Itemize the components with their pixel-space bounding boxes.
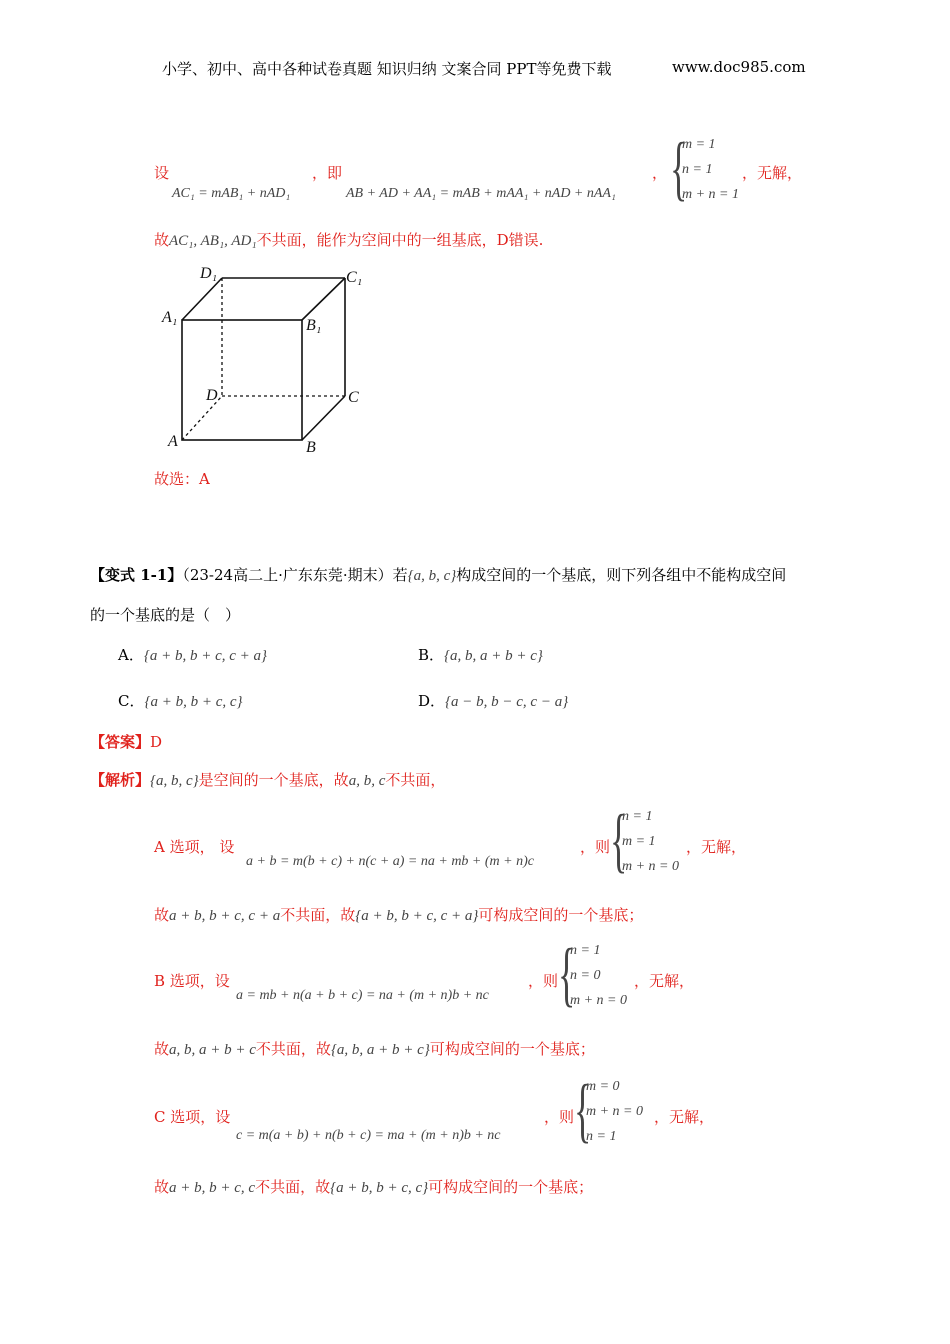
system-brace: { <box>670 128 688 208</box>
item-c-pre: 故 <box>154 1178 170 1196</box>
option-text: {a, b, a + b + c} <box>444 648 543 664</box>
conclusion-line <box>154 229 543 250</box>
header-title: 小学、初中、高中各种试卷真题 知识归纳 文案合同 PPT等免费下载 <box>162 60 612 78</box>
analysis-line <box>90 769 445 790</box>
item-c-lead: C 选项，设 <box>154 1108 231 1126</box>
item-b-set: {a, b, a + b + c} <box>330 1042 430 1058</box>
option-label: C． <box>118 692 145 710</box>
item-c-conclusion <box>154 1176 593 1197</box>
system-line: n = 1 <box>586 1129 617 1144</box>
analysis-set: {a, b, c} <box>150 773 199 789</box>
system-line: m = 1 <box>682 137 716 152</box>
item-b-vecs: a, b, a + b + c <box>169 1042 256 1058</box>
item-a-wujie: ，无解， <box>686 838 747 856</box>
equation-system <box>682 132 739 207</box>
analysis-text2: 不共面， <box>385 771 446 789</box>
no-solution: ，无解， <box>742 164 803 182</box>
answer-line <box>90 731 162 752</box>
item-c-mid: 不共面，故 <box>255 1178 331 1196</box>
option-c[interactable] <box>118 690 243 711</box>
system-line: m + n = 0 <box>622 859 680 874</box>
analysis-text1: 是空间的一个基底，故 <box>198 771 349 789</box>
item-a-post: 可构成空间的一个基底； <box>478 906 644 924</box>
option-text: {a + b, b + c, c + a} <box>143 648 268 664</box>
option-text: {a − b, b − c, c − a} <box>445 694 569 710</box>
option-text: {a + b, b + c, c} <box>144 694 243 710</box>
label-b: B <box>306 439 316 456</box>
option-a[interactable] <box>118 644 267 665</box>
question-stem-line2: 的一个基底的是（ ） <box>90 606 241 624</box>
item-c-ze: ，则 <box>544 1108 575 1126</box>
item-c-equation: c = m(a + b) + n(b + c) = ma + (m + n)b + nc <box>236 1128 501 1143</box>
system-line: n = 1 <box>622 809 653 824</box>
question-source: （23-24高二上·广东东莞·期末）若 <box>182 566 408 584</box>
option-label: B． <box>418 646 445 664</box>
item-b-post: 可构成空间的一个基底； <box>429 1040 595 1058</box>
item-b-ze: ，则 <box>528 972 559 990</box>
conclusion-pre: 故 <box>154 231 170 249</box>
system-line: n = 0 <box>570 968 601 983</box>
item-c-set: {a + b, b + c, c} <box>330 1180 429 1196</box>
question-set: {a, b, c} <box>407 568 457 584</box>
equation-expansion: AB + AD + AA₁ = mAB + mAA₁ + nAD + nAA₁ <box>346 186 616 201</box>
item-c-vecs: a + b, b + c, c <box>169 1180 256 1196</box>
option-d[interactable] <box>418 690 568 711</box>
item-a-vecs: a + b, b + c, c + a <box>169 908 281 924</box>
comma: ， <box>652 164 668 182</box>
label-c: C <box>348 389 359 406</box>
item-a-lead: A 选项， 设 <box>154 838 235 856</box>
system-line: n = 1 <box>682 162 713 177</box>
item-c-system <box>586 1074 643 1149</box>
conclusion-post: 不共面，能作为空间中的一组基底，D错误. <box>256 231 544 249</box>
item-a-system <box>622 804 679 879</box>
analysis-tag: 【解析】 <box>90 771 151 789</box>
option-label: A． <box>118 646 144 664</box>
system-line: m + n = 1 <box>682 187 740 202</box>
item-b-wujie: ，无解， <box>634 972 695 990</box>
label-c1: C₁ <box>346 269 363 286</box>
system-line: m + n = 0 <box>586 1104 644 1119</box>
label-d1: D₁ <box>200 265 218 282</box>
option-b[interactable] <box>418 644 543 665</box>
system-line: m + n = 0 <box>570 993 628 1008</box>
conclusion-vectors: AC₁, AB₁, AD₁ <box>169 233 257 249</box>
item-a-ze: ，则 <box>580 838 611 856</box>
item-b-pre: 故 <box>154 1040 170 1058</box>
answer-tag: 【答案】 <box>90 733 151 751</box>
cube-diagram <box>160 262 370 457</box>
equation-ac1: AC₁ = mAB₁ + nAD₁ <box>172 186 291 201</box>
top-answer: 故选：A <box>154 470 210 488</box>
label-a1: A₁ <box>162 309 178 326</box>
question-stem1: 构成空间的一个基底，则下列各组中不能构成空间 <box>456 566 787 584</box>
system-line: n = 1 <box>570 943 601 958</box>
she-label: 设 <box>154 164 170 182</box>
cube-edge <box>302 396 345 440</box>
item-c-post: 可构成空间的一个基底； <box>428 1178 594 1196</box>
item-b-brace: { <box>558 934 576 1014</box>
ji-label: ，即 <box>312 164 343 182</box>
item-b-conclusion <box>154 1038 595 1059</box>
system-line: m = 0 <box>586 1079 620 1094</box>
item-a-set: {a + b, b + c, c + a} <box>355 908 479 924</box>
cube-edge <box>302 278 345 320</box>
cube-front-face <box>182 320 302 440</box>
analysis-vars: a, b, c <box>348 773 386 789</box>
item-a-pre: 故 <box>154 906 170 924</box>
label-a: A <box>168 433 178 450</box>
question-stem-line1 <box>90 564 786 585</box>
header-url[interactable]: www.doc985.com <box>672 58 806 76</box>
option-label: D． <box>418 692 446 710</box>
item-a-brace: { <box>610 800 628 880</box>
item-a-conclusion <box>154 904 643 925</box>
item-b-equation: a = mb + n(a + b + c) = na + (m + n)b + nc <box>236 988 489 1003</box>
label-d: D <box>206 387 218 404</box>
item-c-brace: { <box>574 1070 592 1150</box>
system-line: m = 1 <box>622 834 656 849</box>
item-b-system <box>570 938 627 1013</box>
item-a-equation: a + b = m(b + c) + n(c + a) = na + mb + (m + n)c <box>246 854 534 869</box>
item-b-mid: 不共面，故 <box>255 1040 331 1058</box>
question-tag: 【变式 1-1】 <box>90 566 183 584</box>
label-b1: B₁ <box>306 317 322 334</box>
item-b-lead: B 选项，设 <box>154 972 230 990</box>
answer-value: D <box>150 733 163 751</box>
item-a-mid: 不共面，故 <box>280 906 356 924</box>
item-c-wujie: ，无解， <box>654 1108 715 1126</box>
cube-edge <box>182 278 222 320</box>
